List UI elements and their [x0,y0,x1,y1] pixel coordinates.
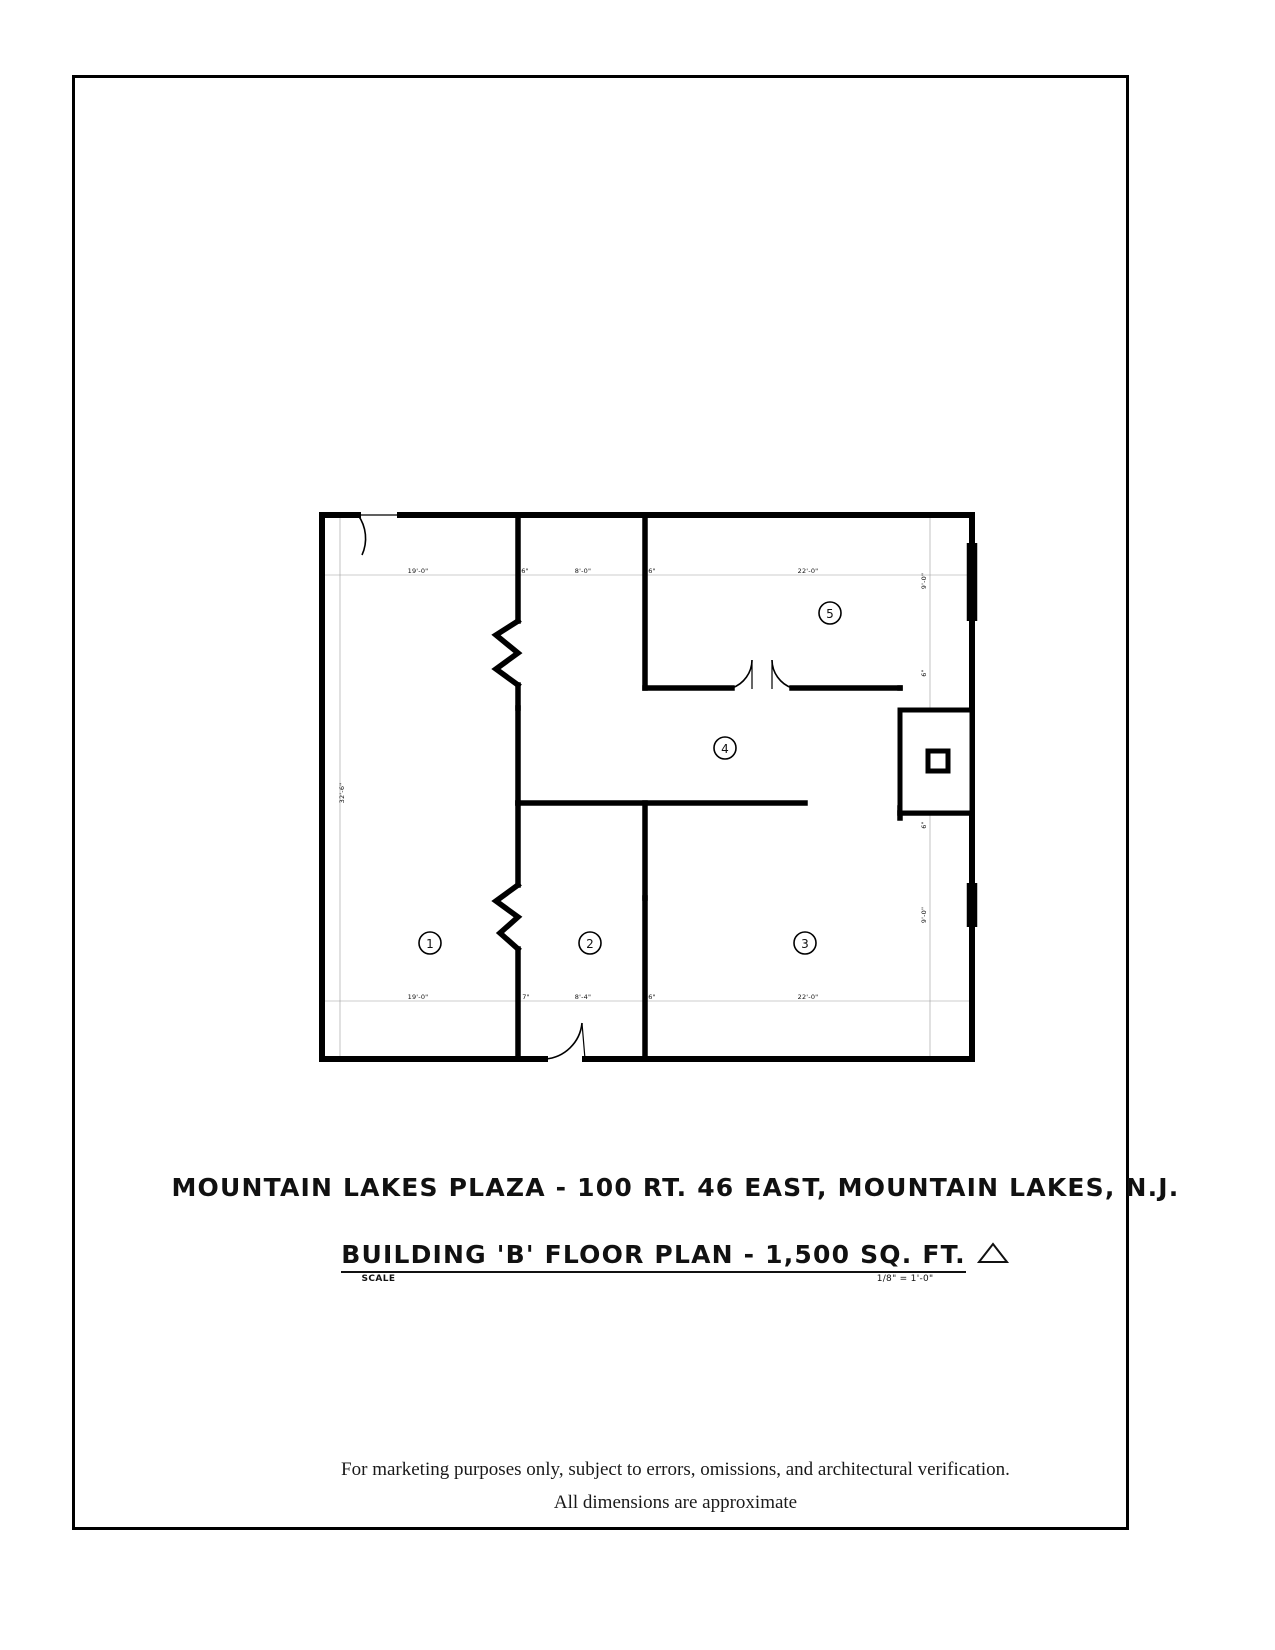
dimensions-left [338,783,346,804]
dim-bottom-4: 6" [648,993,656,1001]
dim-bottom-2: 7" [522,993,530,1001]
dimensions-top [408,567,819,575]
floor-plan-svg [300,503,1000,1073]
scale-row [356,1274,996,1288]
room-label-3: 3 [801,937,809,951]
room-number-bubbles [419,602,841,954]
room-bubble-2 [579,932,601,954]
room-bubble-3 [794,932,816,954]
room-label-5: 5 [826,607,834,621]
dim-top-2: 6" [521,567,529,575]
door-swings [358,515,792,1059]
dim-right-4: 9'-0" [920,906,928,924]
scale-value: 1/8" = 1'-0" [876,1274,934,1284]
page-frame [72,75,1180,1530]
room-label-1: 1 [426,937,434,951]
dim-right-1: 9'-0" [920,572,928,590]
plan-title-row [147,1240,1204,1273]
dimensions-bottom [408,993,819,1001]
dim-top-5: 22'-0" [797,567,819,575]
dim-top-4: 6" [648,567,656,575]
room-bubble-5 [819,602,841,624]
north-arrow-icon [976,1241,1010,1270]
floor-plan-drawing [300,503,1000,1073]
dim-top-1: 19'-0" [407,567,429,575]
plan-title: BUILDING 'B' FLOOR PLAN - 1,500 SQ. FT. [341,1240,966,1273]
disclaimer-line-2: All dimensions are approximate [553,1492,798,1514]
project-address-title: MOUNTAIN LAKES PLAZA - 100 RT. 46 EAST, MOUNTAIN LAKES, N.J. [171,1173,1180,1202]
dim-bottom-1: 19'-0" [407,993,429,1001]
dim-right-3: 6" [920,821,928,829]
dim-top-3: 8'-0" [574,567,592,575]
dim-left-1: 32'-6" [338,782,346,804]
room-label-4: 4 [721,742,729,756]
disclaimer-block [147,1453,1204,1520]
equipment-closet [900,710,972,813]
scale-label: SCALE [361,1274,396,1284]
dim-bottom-5: 22'-0" [797,993,819,1001]
title-block [147,1173,1204,1288]
room-label-2: 2 [586,937,594,951]
room-bubble-1 [419,932,441,954]
disclaimer-line-1: For marketing purposes only, subject to errors, omissions, and architectural verification. [341,1459,1010,1480]
dim-right-2: 6" [920,669,928,677]
dim-bottom-3: 8'-4" [574,993,592,1001]
room-bubble-4 [714,737,736,759]
